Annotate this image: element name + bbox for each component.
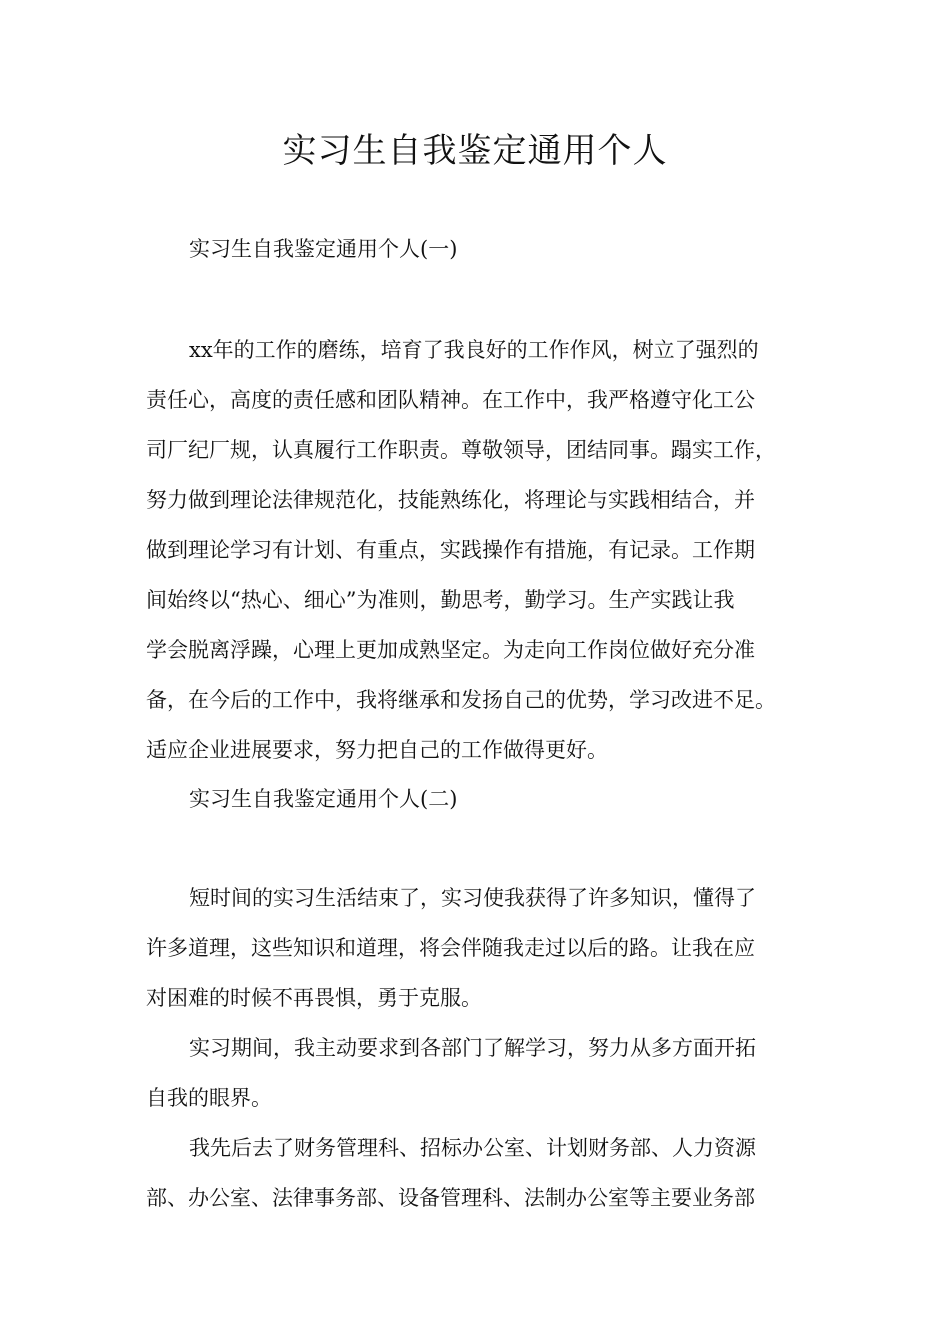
section-heading-2: 实习生自我鉴定通用个人(二) [189, 787, 458, 811]
paragraph-line: 适应企业进展要求，努力把自己的工作做得更好。 [146, 738, 608, 762]
paragraph-line: 努力做到理论法律规范化，技能熟练化，将理论与实践相结合，并 [146, 488, 755, 512]
paragraph-line: 实习期间，我主动要求到各部门了解学习，努力从多方面开拓 [189, 1036, 756, 1060]
paragraph-line: 我先后去了财务管理科、招标办公室、计划财务部、人力资源 [189, 1136, 756, 1160]
paragraph-line: 对困难的时候不再畏惧，勇于克服。 [146, 986, 482, 1010]
paragraph-line: 做到理论学习有计划、有重点，实践操作有措施，有记录。工作期 [146, 538, 755, 562]
paragraph-line: 部、办公室、法律事务部、设备管理科、法制办公室等主要业务部 [146, 1186, 755, 1210]
paragraph-line: 短时间的实习生活结束了，实习使我获得了许多知识，懂得了 [189, 886, 756, 910]
paragraph-line: xx年的工作的磨练，培育了我良好的工作作风，树立了强烈的 [189, 338, 759, 362]
paragraph-line: 间始终以“热心、细心”为准则，勤思考，勤学习。生产实践让我 [146, 588, 735, 612]
paragraph-line: 司厂纪厂规，认真履行工作职责。尊敬领导，团结同事。蹋实工作， [146, 438, 776, 462]
document-title: 实习生自我鉴定通用个人 [282, 131, 668, 171]
paragraph-line: 备，在今后的工作中，我将继承和发扬自己的优势，学习改进不足。 [146, 688, 776, 712]
paragraph-line: 自我的眼界。 [146, 1086, 272, 1110]
section-heading-1: 实习生自我鉴定通用个人(一) [189, 237, 458, 261]
paragraph-line: 责任心，高度的责任感和团队精神。在工作中，我严格遵守化工公 [146, 388, 755, 412]
paragraph-line: 学会脱离浮躁，心理上更加成熟坚定。为走向工作岗位做好充分准 [146, 638, 755, 662]
paragraph-line: 许多道理，这些知识和道理，将会伴随我走过以后的路。让我在应 [146, 936, 755, 960]
